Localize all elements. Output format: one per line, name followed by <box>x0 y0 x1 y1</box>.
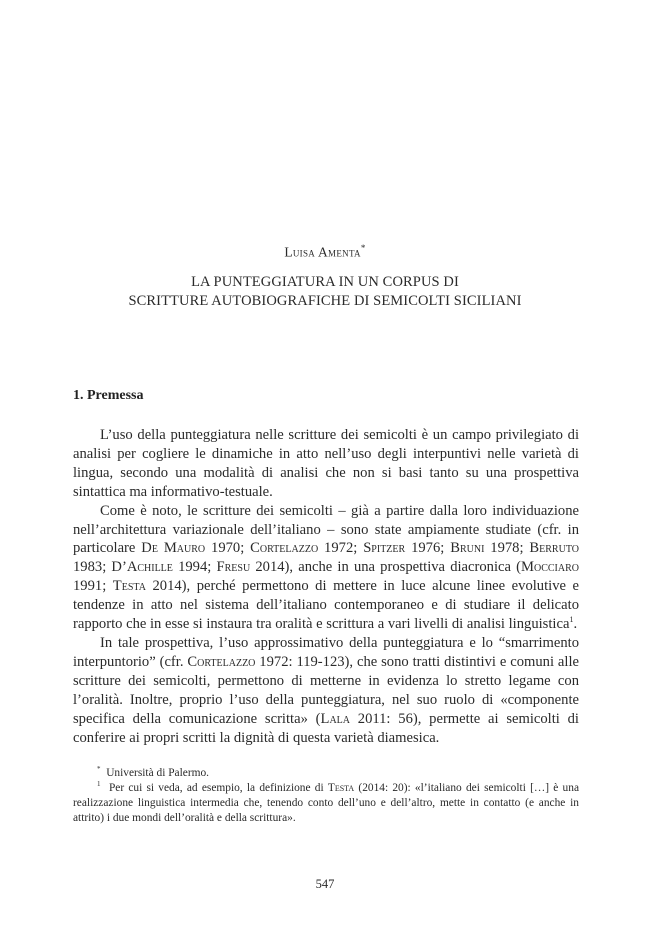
citation: Testa <box>112 578 146 595</box>
citation: Cortelazzo <box>187 653 256 670</box>
author-name: Luisa Amenta <box>284 244 361 260</box>
footnote-reference: 1 <box>569 615 574 625</box>
footnote-affiliation: * Università di Palermo. <box>97 765 210 779</box>
page-number: 547 <box>315 877 335 891</box>
citation: Mocciaro <box>521 559 579 576</box>
citation: Spitzer <box>363 540 406 557</box>
footnote-marker: 1 <box>97 780 101 789</box>
footnote-1: $^1$ Per cui si veda, ad esempio, la definizione di Testa (2014: 20): «l’italiano dei semicolti […] è una realizzazione linguistica intermedia che, tenendo conto dell’uno e dell’altro, mette in contatto (e anche in attrito) i due mondi dell’oralità e della scrittura». <box>73 780 579 824</box>
footnote-marker: * <box>97 765 101 774</box>
paragraph-3: In tale prospettiva, l’uso approssimativo della punteggiatura e lo “smarrimento interpuntorio” (cfr. Cortelazzo 1972: 119-123), che sono tratti distintivi e comuni alle scritture dei semicolti, permettono di metterne in evidenza lo stretto legame con l’oralità. Inoltre, proprio l’uso della punteggiatura, nel suo ruolo di «componente specifica della comunicazione scritta» (Lala 2011: 56), permette ai semicolti di conferire ai propri scritti la dignità di questa varietà diamesica. <box>73 634 579 746</box>
citation: Lala <box>320 710 350 727</box>
citation: Berruto <box>529 540 579 557</box>
citation: De Mauro <box>141 540 206 557</box>
paragraph-2: Come è noto, le scritture dei semicolti – già a partire dalla loro individuazione nell’architettura variazionale dell’italiano – sono state ampiamente studiate (cfr. in particolare De Mauro 1970; Cortelazzo 1972; Spitzer 1976; Bruni 1978; Berruto 1983; D’Achille 1994; Fresu 2014), anche in una prospettiva diacronica (Mocciaro 1991; Testa 2014), perché permettono di mettere in luce alcune linee evolutive e tendenze in atto nel sistema dell’italiano contemporaneo e di studiare il delicato rapporto che in esse si instaura tra oralità e scrittura a vari livelli di analisi linguistica$^1$. <box>73 502 579 633</box>
citation: Achille <box>126 559 173 576</box>
article-title <box>0 273 650 311</box>
title-line-1: LA PUNTEGGIATURA IN UN CORPUS DI <box>191 274 459 290</box>
citation: Testa <box>327 782 355 794</box>
citation: Fresu <box>216 559 251 576</box>
paragraph-1: L’uso della punteggiatura nelle scritture dei semicolti è un campo privilegiato di analisi per cogliere le dinamiche in atto nell’uso degli interpuntivi nelle varietà di lingua, secondo una modalità di analisi che non si basi tanto su una prospettiva sintattica ma informativo-testuale. <box>73 427 579 500</box>
citation: Cortelazzo <box>250 540 319 557</box>
section-heading: 1. Premessa <box>73 388 144 403</box>
author-footnote-marker: * <box>360 243 366 253</box>
title-line-2: SCRITTURE AUTOBIOGRAFICHE DI SEMICOLTI SICILIANI <box>128 293 522 309</box>
footnotes <box>73 766 579 826</box>
body-text <box>73 426 579 747</box>
author-line <box>0 243 650 261</box>
citation: Bruni <box>450 540 485 557</box>
